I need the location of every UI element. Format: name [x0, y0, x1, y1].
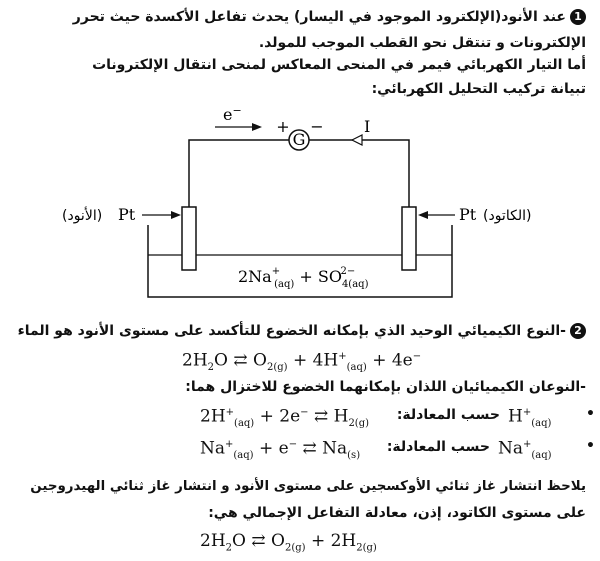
equation-h-reduction: $2H^+_{(aq)} + 2e^-$ ⇄ $H_{2(g)}$ [200, 406, 370, 430]
bullet-1: • [586, 406, 595, 422]
section1-line3: أما التيار الكهربائي فيمر في المنحى المعاكس لمنحى انتقال الإلكترونات [92, 57, 586, 73]
anode-metal: Pt [118, 205, 136, 224]
solution-formula: 2Na+ $(aq) + SO_{4(aq)}2-$ [238, 266, 369, 290]
generator-plus: + [276, 117, 290, 136]
electrolysis-diagram [0, 100, 600, 315]
cathode-arrow-head [418, 211, 428, 219]
item1-species: $H^+_{(aq)}$ [508, 406, 552, 430]
anode-label: (الأنود) [62, 208, 103, 224]
electron-symbol: e− [223, 104, 242, 124]
cathode-metal: Pt [459, 205, 477, 224]
equation-anode: $2H_2O$ ⇄ $O_{2(g)} + 4H^+_{(aq)} + 4e^-$ [182, 350, 422, 374]
section2-line3: يلاحظ انتشار غاز ثنائي الأوكسجين على مستوى الأنود و انتشار غاز ثنائي الهيدروجين [30, 479, 586, 494]
section1-number-badge: 1 [570, 9, 586, 25]
equation-na-reduction: $Na^+_{(aq)} + e^-$ ⇄ $Na_{(s)}$ [200, 438, 361, 462]
anode-arrow-head [171, 211, 181, 219]
section1-line2: الإلكترونات و تنتقل نحو القطب الموجب للمولد. [258, 35, 586, 51]
cathode-label: (الكاتود) [483, 208, 532, 224]
electron-arrow-head [252, 123, 262, 131]
item1-label: حسب المعادلة: [396, 407, 500, 423]
section1-line1-text: عند الأنود(الإلكترود الموجود في اليسار) يحدث تفاعل الأكسدة حيث تحرر [72, 9, 566, 25]
current-arrow-head [352, 135, 362, 145]
generator-label: G [292, 130, 306, 149]
bullet-2: • [586, 438, 595, 454]
section1-line1 [73, 8, 586, 26]
item2-label: حسب المعادلة: [386, 439, 490, 455]
section1-line4: تبيانة تركيب التحليل الكهربائي: [371, 81, 586, 97]
section2-line4: على مستوى الكاتود، إذن، معادلة التفاعل الإجمالي هي: [208, 505, 586, 521]
generator-minus: − [310, 117, 324, 136]
anode-electrode [182, 207, 196, 270]
item2-species: $Na^+_{(aq)}$ [498, 438, 552, 462]
section2-number-badge: 2 [570, 323, 586, 339]
section2-line1-text: -النوع الكيميائي الوحيد الذي بإمكانه الخضوع للتأكسد على مستوى الأنود هو الماء [17, 323, 566, 339]
cathode-electrode [402, 207, 416, 270]
equation-total: $2H_2O$ ⇄ $O_{2(g)} + 2H_{2(g)}$ [200, 531, 377, 554]
current-symbol: I [364, 117, 371, 136]
section2-line2: -النوعان الكيميائيان اللذان بإمكانهما الخضوع للاختزال هما: [185, 379, 586, 395]
section2-line1 [18, 322, 586, 340]
